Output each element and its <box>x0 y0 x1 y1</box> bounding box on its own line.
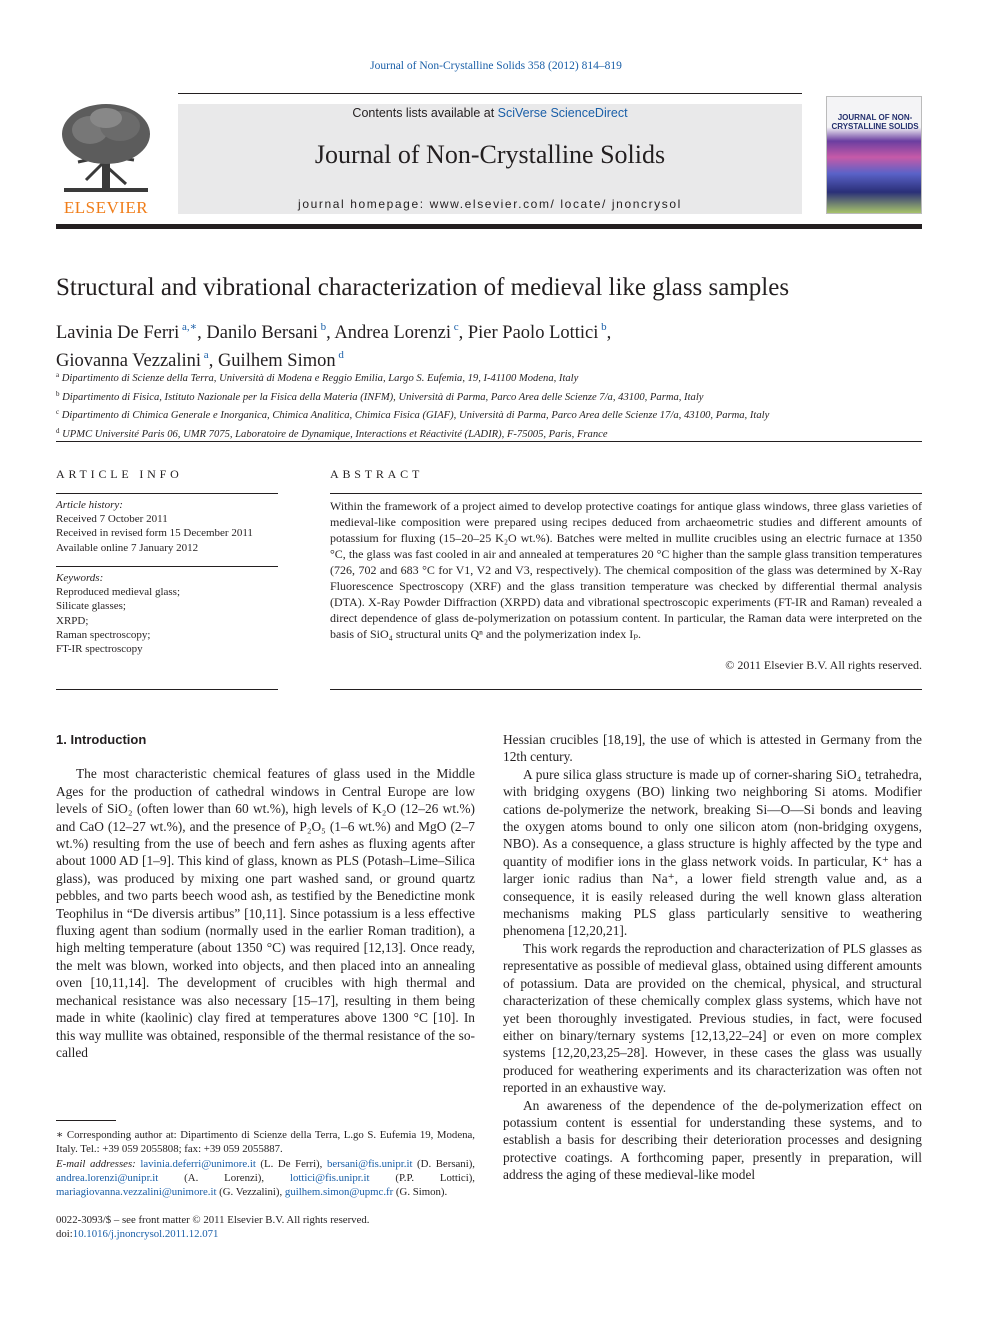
keywords-rule <box>56 566 278 567</box>
article-title: Structural and vibrational characterization of medieval like glass samples <box>56 274 790 301</box>
author-separator: , <box>606 323 612 343</box>
page-footer <box>56 1213 476 1242</box>
history-item: Received in revised form 15 December 2011 <box>56 527 253 540</box>
journal-title: Journal of Non-Crystalline Solids <box>314 140 666 169</box>
email-owner: (L. De Ferri), <box>255 1157 327 1170</box>
intro-paragraph-1-continued: Hessian crucibles [18,19], the use of which is attested in Germany from the 12th century. <box>503 732 922 765</box>
intro-paragraph-1: The most characteristic chemical features of glass used in the Middle Ages for the production of cathedral windows in Central Europe are low levels of SiO₂ (often lower than 60 wt.%), high levels of K₂O (12–26 wt.%) and CaO (12–27 wt.%), and the presence of P₂O₅ (1–6 wt.%) and MgO (2–7 wt.%) resulting from the use of beech and fern ashes as fluxing agents after about 1000 AD [1–9]. This kind of glass, known as PLS (Potash–Lime–Silica glass), was produced by mixing one part washed sand, or ground quartz pebbles, and two parts beech wood ash, as testified by the Benedictine monk Teophilus in “De diversis artibus” [10,11]. Since potassium is a less effective fluxing agent than sodium (normally used in the earlier Roman tradition), a high melting temperature (about 1350 °C) was required [12,13]. Once ready, the melt was blown, worked into objects, and then placed into an annealing oven [10,11,14]. The development of crucibles with high thermal and mechanical resistance was also necessary [15–17], resulting in them being made in white (kaolinic) clay fired at temperatures above 1300 °C [10]. In this way mullite was obtained, responsible of the thermal resistance of the so-called <box>56 766 475 1060</box>
section-heading-introduction: 1. Introduction <box>56 732 147 747</box>
affiliation-rule <box>56 441 922 442</box>
article-history <box>56 498 278 555</box>
abstract-bottom-rule <box>330 689 922 690</box>
history-item: Available online 7 January 2012 <box>56 541 199 554</box>
doi-line <box>56 1227 476 1241</box>
affiliation-key: d <box>56 426 60 435</box>
corresponding-author-text: ∗ Corresponding author at: Dipartimento di Scienze della Terra, L.go S. Eufemia 19, Modena, Italy. Tel.: +39 059 2055808; fax: +39 059 2055887. <box>56 1129 475 1156</box>
elsevier-logo <box>56 100 156 218</box>
affiliation-key: c <box>56 408 60 417</box>
keywords-block <box>56 571 278 656</box>
abstract-rule <box>330 493 922 494</box>
doi-link[interactable]: 10.1016/j.jnoncrysol.2011.12.071 <box>72 1228 219 1241</box>
affiliation-text: Dipartimento di Scienze della Terra, Università di Modena e Reggio Emilia, Largo S. Eufemia, 19, I-41100 Modena, Italy <box>59 373 579 384</box>
email-link[interactable]: lottici@fis.unipr.it <box>289 1171 370 1184</box>
cover-title: JOURNAL OF NON-CRYSTALLINE SOLIDS <box>831 113 919 131</box>
history-item: Received 7 October 2011 <box>56 513 168 526</box>
affiliation-line <box>56 387 922 406</box>
author-separator: , <box>326 323 335 343</box>
author-name: Pier Paolo Lottici <box>467 323 599 343</box>
history-list <box>56 512 278 555</box>
issn-line: 0022-3093/$ – see front matter © 2011 Elsevier B.V. All rights reserved. <box>56 1214 370 1226</box>
email-addresses <box>56 1157 475 1200</box>
email-owner: (G. Simon). <box>393 1186 448 1199</box>
affiliation-line <box>56 368 922 387</box>
author-separator: , <box>197 323 207 343</box>
affiliation-text: Dipartimento di Fisica, Istituto Nazionale per la Fisica della Materia (INFM), Università di Parma, Parco Area delle Scienze 7/a, 43100, Parma, Italy <box>59 391 704 403</box>
journal-cover-thumbnail <box>826 96 922 214</box>
email-owner: (D. Bersani), <box>412 1157 476 1170</box>
author-affiliation-mark[interactable]: d <box>335 349 344 361</box>
keyword-list <box>56 585 278 656</box>
author-name: Danilo Bersani <box>206 323 318 343</box>
author-separator: , <box>208 351 218 371</box>
keyword-item: Silicate glasses; <box>56 600 126 613</box>
author-affiliation-mark[interactable]: b <box>317 321 327 333</box>
header-rule <box>56 224 922 229</box>
article-info-heading: ARTICLE INFO <box>56 467 183 481</box>
contents-prefix: Contents lists available at <box>352 106 498 120</box>
footnote-rule <box>56 1120 116 1121</box>
doi-label: doi: <box>56 1228 73 1241</box>
keyword-item: XRPD; <box>56 614 89 627</box>
banner-top-rule <box>178 93 802 94</box>
history-label: Article history: <box>56 499 123 511</box>
author-affiliation-mark[interactable]: b <box>598 321 607 333</box>
author-line-1 <box>56 316 922 344</box>
author-affiliation-mark[interactable]: a,∗ <box>179 321 198 333</box>
author-affiliation-mark[interactable]: c <box>450 321 459 333</box>
email-link[interactable]: lavinia.deferri@unimore.it <box>140 1157 256 1170</box>
elsevier-wordmark: ELSEVIER <box>63 198 149 217</box>
abstract-heading: ABSTRACT <box>330 467 424 481</box>
info-bottom-rule <box>56 689 278 690</box>
intro-paragraph-4: An awareness of the dependence of the de-polymerization effect on potassium content is essential for understanding these systems, and to establish a basis for describing their deterioration processes and designing protective coatings. A forthcoming paper, presently in preparation, will address the aging of these medieval-like model <box>503 1097 922 1183</box>
affiliation-text: UPMC Université Paris 06, UMR 7075, Laboratoire de Dynamique, Interactions et Réactivité (LADIR), F-75005, Paris, France <box>59 428 608 440</box>
author-name: Guilhem Simon <box>217 351 336 371</box>
author-affiliation-mark[interactable]: a <box>201 349 209 361</box>
affiliation-key: a <box>56 371 60 379</box>
journal-homepage[interactable]: journal homepage: www.elsevier.com/ locate/ jnoncrysol <box>298 197 682 211</box>
keywords-label: Keywords: <box>56 572 104 584</box>
affiliation-line <box>56 424 922 443</box>
body-right-column <box>503 731 922 1184</box>
email-owner: (P.P. Lottici), <box>369 1171 475 1184</box>
affiliations <box>56 368 922 442</box>
contents-line <box>178 106 802 120</box>
article-info-rule <box>56 493 278 494</box>
keyword-item: Reproduced medieval glass; <box>56 586 181 599</box>
affiliation-line <box>56 405 922 424</box>
affiliation-key: b <box>56 389 60 398</box>
author-list <box>56 316 922 372</box>
journal-citation[interactable]: Journal of Non-Crystalline Solids 358 (2012) 814–819 <box>370 60 622 72</box>
email-owner: (A. Lorenzi), <box>158 1171 290 1184</box>
keyword-item: Raman spectroscopy; <box>56 628 151 641</box>
abstract-text: Within the framework of a project aimed to develop protective coatings for antique glass windows, three glass varieties of medieval-like composition were prepared using recipes deduced from archaeometric studies and different amounts of potassium for fluxing (15–20–25 K₂O wt.%). Batches were melted in mullite crucibles using an electric furnace at 1350 °C, the glass was fast cooled in air and annealed at temperatures 20 °C higher than the sample glass transition temperatures (726, 702 and 683 °C for V1, V2 and V3, respectively). The chemical composition of the glass was determined by X-Ray Fluorescence Spectroscopy (XRF) and the glass transition temperature was checked by differential thermal analysis (DTA). X-Ray Powder Diffraction (XRPD) data and vibrational spectroscopic experiments (FT-IR and Raman) revealed a direct dependence of glass de-polymerization on potassium content. In particular, the Raman data were interpreted on the basis of SiO₄ structural units Qⁿ and the polymerization index Iₚ. <box>330 499 922 641</box>
email-link[interactable]: mariagiovanna.vezzalini@unimore.it <box>56 1186 217 1199</box>
email-link[interactable]: guilhem.simon@upmc.fr <box>284 1186 394 1199</box>
tree-icon <box>56 100 156 196</box>
intro-paragraph-2: A pure silica glass structure is made up of corner-sharing SiO₄ tetrahedra, with bridging oxygens (BO) linking two neighboring Si atoms. Modifier cations de-polymerize the network, breaking Si—O—Si bonds and leaving the oxygen atoms bound to only one silicon atom (non-bridging oxygens, NBO). As a consequence, a glass structure is highly affected by the type and quantity of modifier ions in the glass network voids. In particular, K⁺ has a larger ionic radius than Na⁺, a lower field strength value and, as a consequence, it is easily released during the well known glass alteration mechanisms making PLS glass particularly sensitive to weathering phenomena [12,20,21]. <box>503 766 922 939</box>
email-owner: (G. Vezzalini), <box>216 1186 285 1199</box>
sciencedirect-link[interactable]: SciVerse ScienceDirect <box>497 106 628 120</box>
body-left-column <box>56 731 475 1061</box>
intro-paragraph-3: This work regards the reproduction and characterization of PLS glasses as representative as possible of medieval glass, obtained using different amounts of potassium. Data are provided on the chemical, physical, and structural characterization of these chemically complex glass systems, which have not yet been thoroughly investigated. Previous studies, in fact, were focused either on binary/ternary systems [12,13,22–24] or even on more complex systems [12,20,23,25–28]. However, in these cases the glass was usually produced for weathering experiments and its characterization was often not reported in an exhaustive way. <box>503 940 922 1096</box>
email-label: E-mail addresses: <box>56 1157 136 1170</box>
corresponding-author-note <box>56 1128 475 1199</box>
keyword-item: FT-IR spectroscopy <box>56 643 143 656</box>
abstract-copyright: © 2011 Elsevier B.V. All rights reserved. <box>725 658 922 672</box>
email-link[interactable]: andrea.lorenzi@unipr.it <box>56 1171 159 1184</box>
affiliation-text: Dipartimento di Chimica Generale e Inorganica, Chimica Analitica, Chimica Fisica (GIAF), Università di Parma, Parco Area delle Scienze 17/a, 43100, Parma, Italy <box>59 410 770 422</box>
email-link[interactable]: bersani@fis.unipr.it <box>326 1157 413 1170</box>
author-separator: , <box>458 323 468 343</box>
author-name: Giovanna Vezzalini <box>56 351 202 371</box>
author-name: Lavinia De Ferri <box>56 323 180 343</box>
author-name: Andrea Lorenzi <box>334 323 451 343</box>
